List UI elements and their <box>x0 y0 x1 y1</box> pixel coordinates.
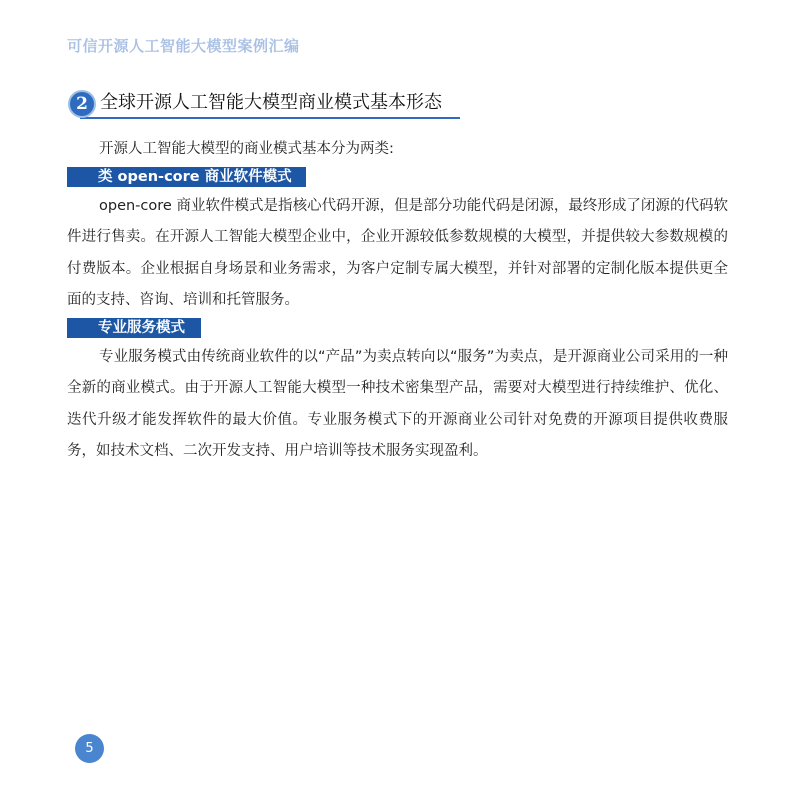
heading-underline <box>80 117 460 119</box>
open-core-label: 类 open-core 商业软件模式 <box>67 167 306 187</box>
intro-paragraph: 开源人工智能大模型的商业模式基本分为两类: <box>99 141 394 157</box>
professional-service-label: 专业服务模式 <box>67 318 201 338</box>
section-number-badge: 2 <box>68 90 96 118</box>
section-heading <box>68 88 460 118</box>
body-content <box>67 134 728 468</box>
professional-service-paragraph: 专业服务模式由传统商业软件的以“产品”为卖点转向以“服务”为卖点，是开源商业公司采用的一种全新的商业模式。由于开源人工智能大模型一种技术密集型产品，需要对大模型进行持续维护、优化、迭代升级才能发挥软件的最大价值。专业服务模式下的开源商业公司针对免费的开源项目提供收费服务，如技术文档、二次开发支持、用户培训等技术服务实现盈利。 <box>67 348 728 459</box>
page-number: 5 <box>75 734 104 763</box>
open-core-paragraph: open-core 商业软件模式是指核心代码开源，但是部分功能代码是闭源，最终形成了闭源的代码软件进行售卖。在开源人工智能大模型企业中，企业开源较低参数规模的大模型，并提供较大参数规模的付费版本。企业根据自身场景和业务需求，为客户定制专属大模型，并针对部署的定制化版本提供更全面的支持、咨询、培训和托管服务。 <box>67 197 728 308</box>
running-header: 可信开源人工智能大模型案例汇编 <box>67 37 300 55</box>
section-title: 全球开源人工智能大模型商业模式基本形态 <box>100 92 442 113</box>
